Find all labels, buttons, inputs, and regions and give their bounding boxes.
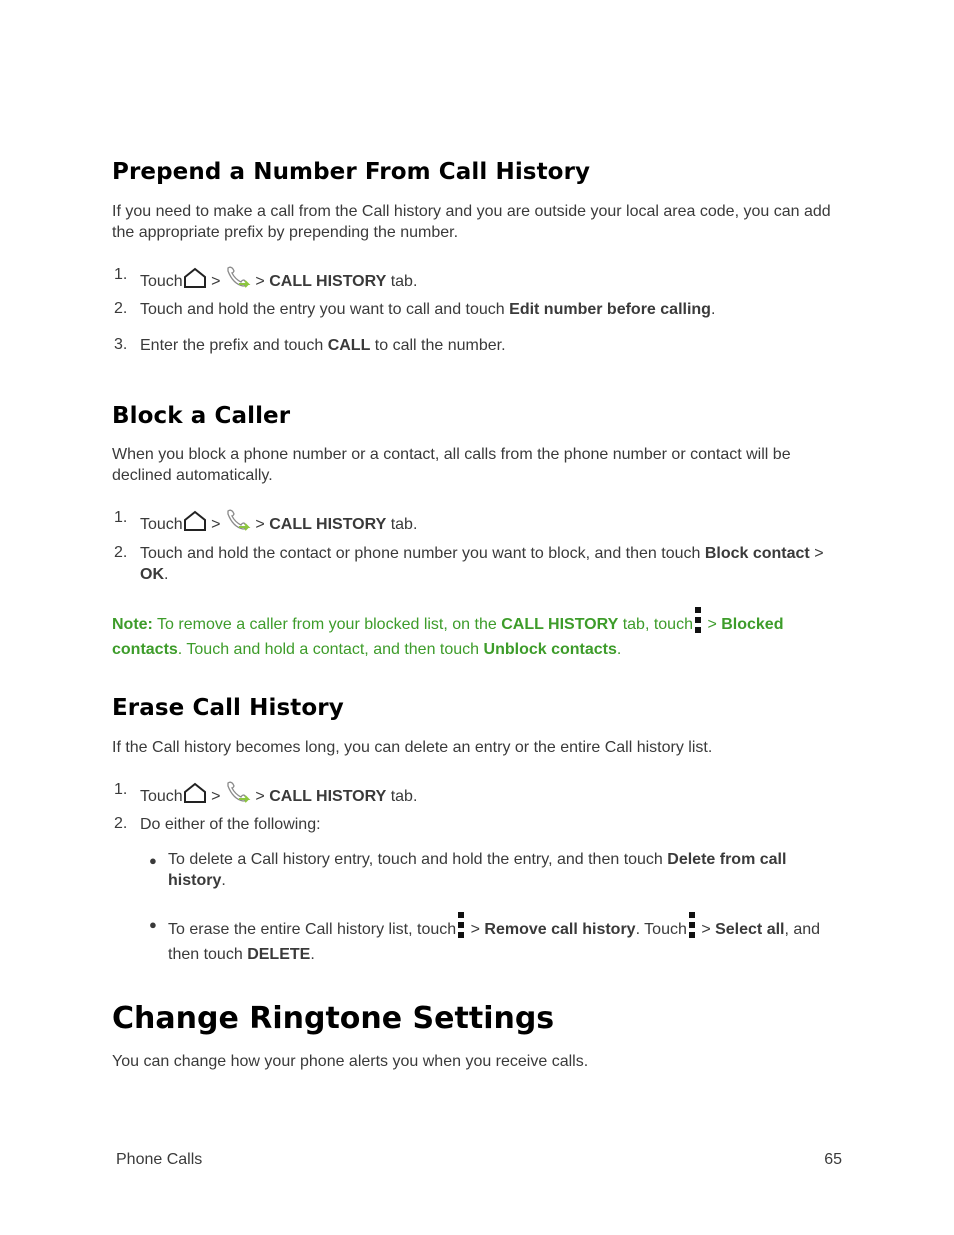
ringtone-intro: You can change how your phone alerts you when you receive calls.	[112, 1053, 589, 1070]
step-number: 1.	[114, 781, 128, 798]
section-title-block: Block a Caller	[112, 403, 291, 429]
footer-chapter: Phone Calls	[116, 1151, 203, 1168]
menu-icon	[693, 607, 703, 639]
block-step-2: Touch and hold the contact or phone number you want to block, and then touch Block contact > OK.	[140, 545, 824, 583]
phone-icon	[225, 265, 251, 295]
block-step-1: Touch > > CALL HISTORY tab.	[140, 508, 840, 538]
section-title-prepend: Prepend a Number From Call History	[112, 159, 591, 185]
block-intro: When you block a phone number or a contact, all calls from the phone number or contact will be declined automatically.	[112, 446, 791, 484]
erase-intro: If the Call history becomes long, you can delete an entry or the entire Call history list.	[112, 739, 713, 756]
prepend-step-2: Touch and hold the entry you want to call and touch Edit number before calling.	[140, 301, 716, 318]
erase-step-2: Do either of the following:	[140, 816, 321, 833]
step-number: 3.	[114, 336, 128, 353]
menu-icon	[687, 912, 697, 944]
prepend-intro: If you need to make a call from the Call history and you are outside your local area code, you can add the appropriate prefix by prepending the number.	[112, 203, 831, 241]
step-number: 2.	[114, 300, 128, 317]
bullet-dot: ●	[149, 853, 157, 868]
home-icon	[183, 510, 207, 538]
step-number: 1.	[114, 509, 128, 526]
erase-step-1: Touch > > CALL HISTORY tab.	[140, 780, 840, 810]
home-icon	[183, 267, 207, 295]
menu-icon	[456, 912, 466, 944]
step-number: 2.	[114, 815, 128, 832]
block-note: Note: To remove a caller from your blocked list, on the CALL HISTORY tab, touch > Blocked contacts. Touch and hold a contact, and then touch Unblock contacts.	[112, 607, 842, 660]
step-number: 2.	[114, 544, 128, 561]
step-number: 1.	[114, 266, 128, 283]
page-number: 65	[824, 1151, 842, 1168]
prepend-step-3: Enter the prefix and touch CALL to call the number.	[140, 337, 506, 354]
phone-icon	[225, 508, 251, 538]
phone-icon	[225, 780, 251, 810]
section-title-ringtone: Change Ringtone Settings	[112, 1001, 555, 1036]
home-icon	[183, 782, 207, 810]
section-title-erase: Erase Call History	[112, 695, 344, 721]
prepend-step-1: Touch > > CALL HISTORY tab.	[140, 265, 840, 295]
bullet-dot: ●	[149, 917, 157, 932]
erase-bullet-1: To delete a Call history entry, touch and hold the entry, and then touch Delete from call history.	[168, 851, 787, 889]
erase-bullet-2: To erase the entire Call history list, touch > Remove call history. Touch > Select all, and then touch DELETE.	[168, 912, 828, 965]
